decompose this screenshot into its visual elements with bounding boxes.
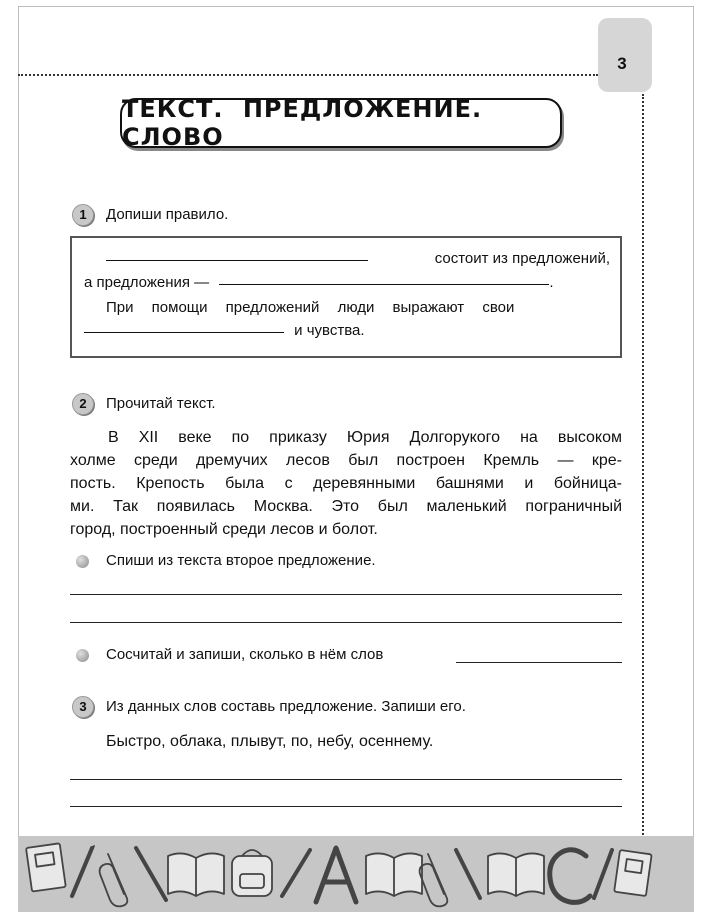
notebook-icon	[26, 843, 66, 891]
text-line: город, построенный среди лесов и болот.	[70, 521, 378, 538]
pen-icon	[594, 850, 612, 898]
task-3-words: Быстро, облака, плывут, по, небу, осеннему.	[106, 733, 434, 750]
pencil-icon	[72, 846, 94, 896]
title-box	[120, 95, 562, 151]
text-line: холме среди дремучих лесов был построен Кремль — кре-	[70, 452, 622, 469]
paperclip-icon	[420, 854, 448, 906]
text-line: пость. Крепость была с деревянными башнями и бойница-	[70, 475, 622, 492]
page-number: 3	[617, 54, 627, 73]
paperclip-icon	[100, 854, 128, 906]
letter-a-icon	[316, 848, 356, 902]
word-count-answer-line[interactable]	[456, 662, 622, 663]
rule-blank-2[interactable]	[219, 283, 549, 285]
pencil-icon	[456, 850, 480, 898]
text-line: В XII веке по приказу Юрия Долгорукого на высоком	[108, 429, 622, 446]
rule-blank-3[interactable]	[84, 331, 284, 333]
bullet-icon	[76, 649, 89, 662]
task-2-sub-2: Сосчитай и запиши, сколько в нём слов	[106, 646, 384, 663]
task-1-instruction: Допиши правило.	[106, 206, 229, 223]
reading-text	[70, 426, 622, 541]
open-book-icon	[488, 853, 544, 896]
task-2-instruction: Прочитай текст.	[106, 395, 216, 412]
notebook-icon	[614, 850, 652, 896]
backpack-icon	[232, 850, 272, 896]
text-line: ми. Так появилась Москва. Это был маленький пограничный	[70, 498, 622, 515]
task-2-number: 2	[72, 393, 94, 415]
rule-line-1-text: состоит из предложений,	[434, 250, 610, 267]
rule-line-2-suffix: .	[549, 274, 554, 291]
answer-line[interactable]	[70, 806, 622, 807]
decorative-footer	[18, 836, 694, 912]
task-1-number: 1	[72, 204, 94, 226]
page-title: ТЕКСТ. ПРЕДЛОЖЕНИЕ. СЛОВО	[122, 95, 483, 151]
task-3-number: 3	[72, 696, 94, 718]
rule-line-1	[106, 248, 610, 270]
pen-icon	[282, 850, 310, 896]
rule-line-2-prefix: а предложения —	[84, 274, 210, 291]
answer-line[interactable]	[70, 594, 622, 595]
rule-blank-1[interactable]	[106, 259, 368, 261]
rule-line-3: При помощи предложений люди выражают свои	[106, 299, 515, 316]
answer-line[interactable]	[70, 779, 622, 780]
task-3-instruction: Из данных слов составь предложение. Запиши его.	[106, 698, 466, 715]
open-book-icon	[366, 853, 422, 896]
dotted-divider-top	[18, 74, 598, 76]
pen-icon	[136, 848, 166, 900]
letter-c-icon	[550, 850, 590, 903]
bullet-icon	[76, 555, 89, 568]
rule-line-4-text: и чувства.	[294, 322, 365, 339]
answer-line[interactable]	[70, 622, 622, 623]
dotted-divider-right	[642, 94, 644, 838]
rule-line-2	[84, 272, 554, 294]
rule-line-4	[84, 320, 365, 342]
task-2-sub-1: Спиши из текста второе предложение.	[106, 552, 376, 569]
open-book-icon	[168, 853, 224, 896]
